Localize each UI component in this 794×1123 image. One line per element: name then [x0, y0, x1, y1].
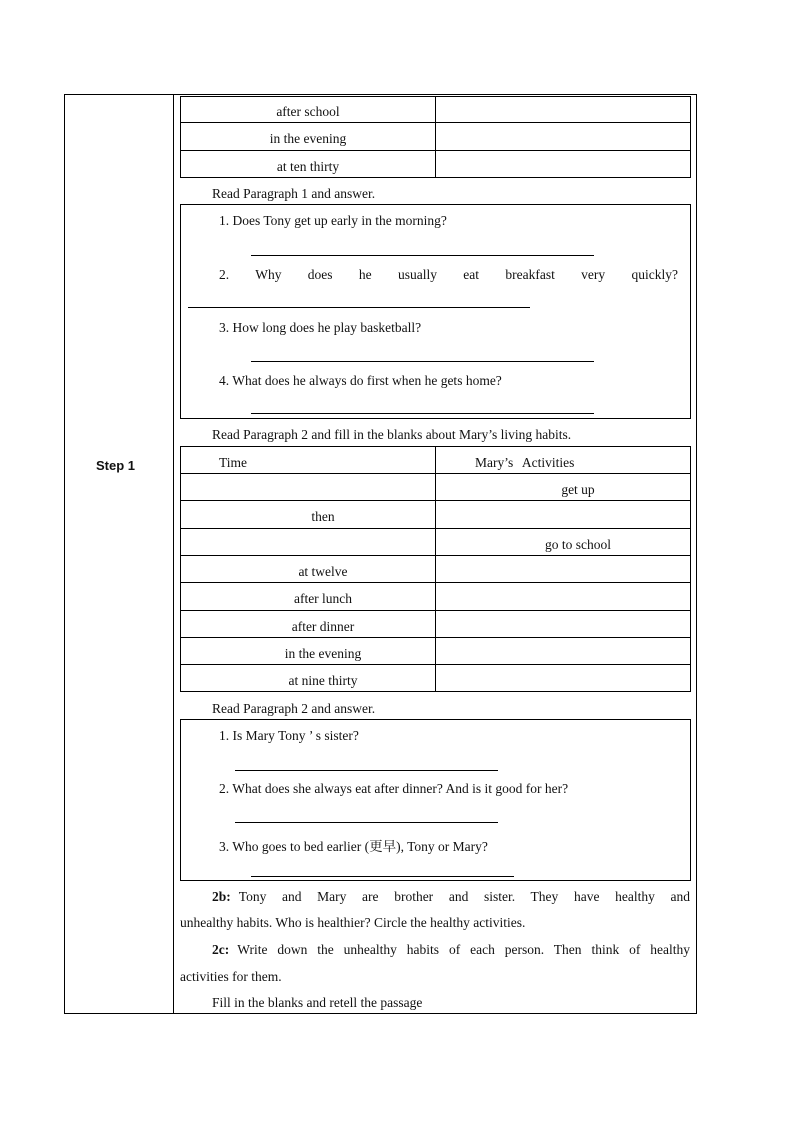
answer-line[interactable] [251, 413, 594, 414]
table2-heading: Read Paragraph 2 and fill in the blanks about Mary’s living habits. [212, 427, 572, 442]
task-label: 2b: [212, 889, 231, 904]
answer-line[interactable] [251, 361, 594, 362]
question: 1. Does Tony get up early in the morning? [219, 213, 447, 228]
table-cell: after lunch [293, 591, 353, 606]
answer-line[interactable] [188, 307, 530, 308]
table-cell: after dinner [291, 619, 355, 634]
table-cell: go to school [545, 537, 611, 552]
table-cell: in the evening [284, 646, 362, 661]
table-cell: get up [561, 482, 595, 497]
table-cell: after school [276, 104, 340, 119]
question: 2. What does she always eat after dinner? And is it good for her? [219, 781, 569, 796]
question: 1. Is Mary Tony ’ s sister? [219, 728, 359, 743]
table-cell: at ten thirty [276, 159, 340, 174]
question: 3. How long does he play basketball? [219, 320, 422, 335]
question: 3. Who goes to bed earlier (更早), Tony or Mary? [219, 839, 488, 854]
answer-line[interactable] [251, 876, 514, 877]
question: 4. What does he always do first when he gets home? [219, 373, 502, 388]
task-text: Tony and Mary are brother and sister. They have healthy and [238, 889, 690, 904]
table-cell: at twelve [298, 564, 348, 579]
para2-heading: Read Paragraph 2 and answer. [212, 701, 376, 716]
task-label: 2c: [212, 942, 230, 957]
table-cell: at nine thirty [288, 673, 358, 688]
answer-line[interactable] [251, 255, 594, 256]
fill-retell-instruction: Fill in the blanks and retell the passage [212, 995, 423, 1010]
table-cell: in the evening [269, 131, 347, 146]
task-text: Write down the unhealthy habits of each person. Then think of healthy [237, 942, 690, 957]
question: 2. Why does he usually eat breakfast very quickly? [219, 267, 678, 282]
answer-line[interactable] [235, 822, 498, 823]
column-header-time: Time [219, 455, 248, 470]
task-text: unhealthy habits. Who is healthier? Circle the healthy activities. [180, 915, 526, 930]
table-cell: then [311, 509, 335, 524]
answer-line[interactable] [235, 770, 498, 771]
column-header-activities: Mary’s Activities [475, 455, 575, 470]
step-label: Step 1 [96, 458, 136, 473]
task-text: activities for them. [180, 969, 282, 984]
para1-heading: Read Paragraph 1 and answer. [212, 186, 376, 201]
